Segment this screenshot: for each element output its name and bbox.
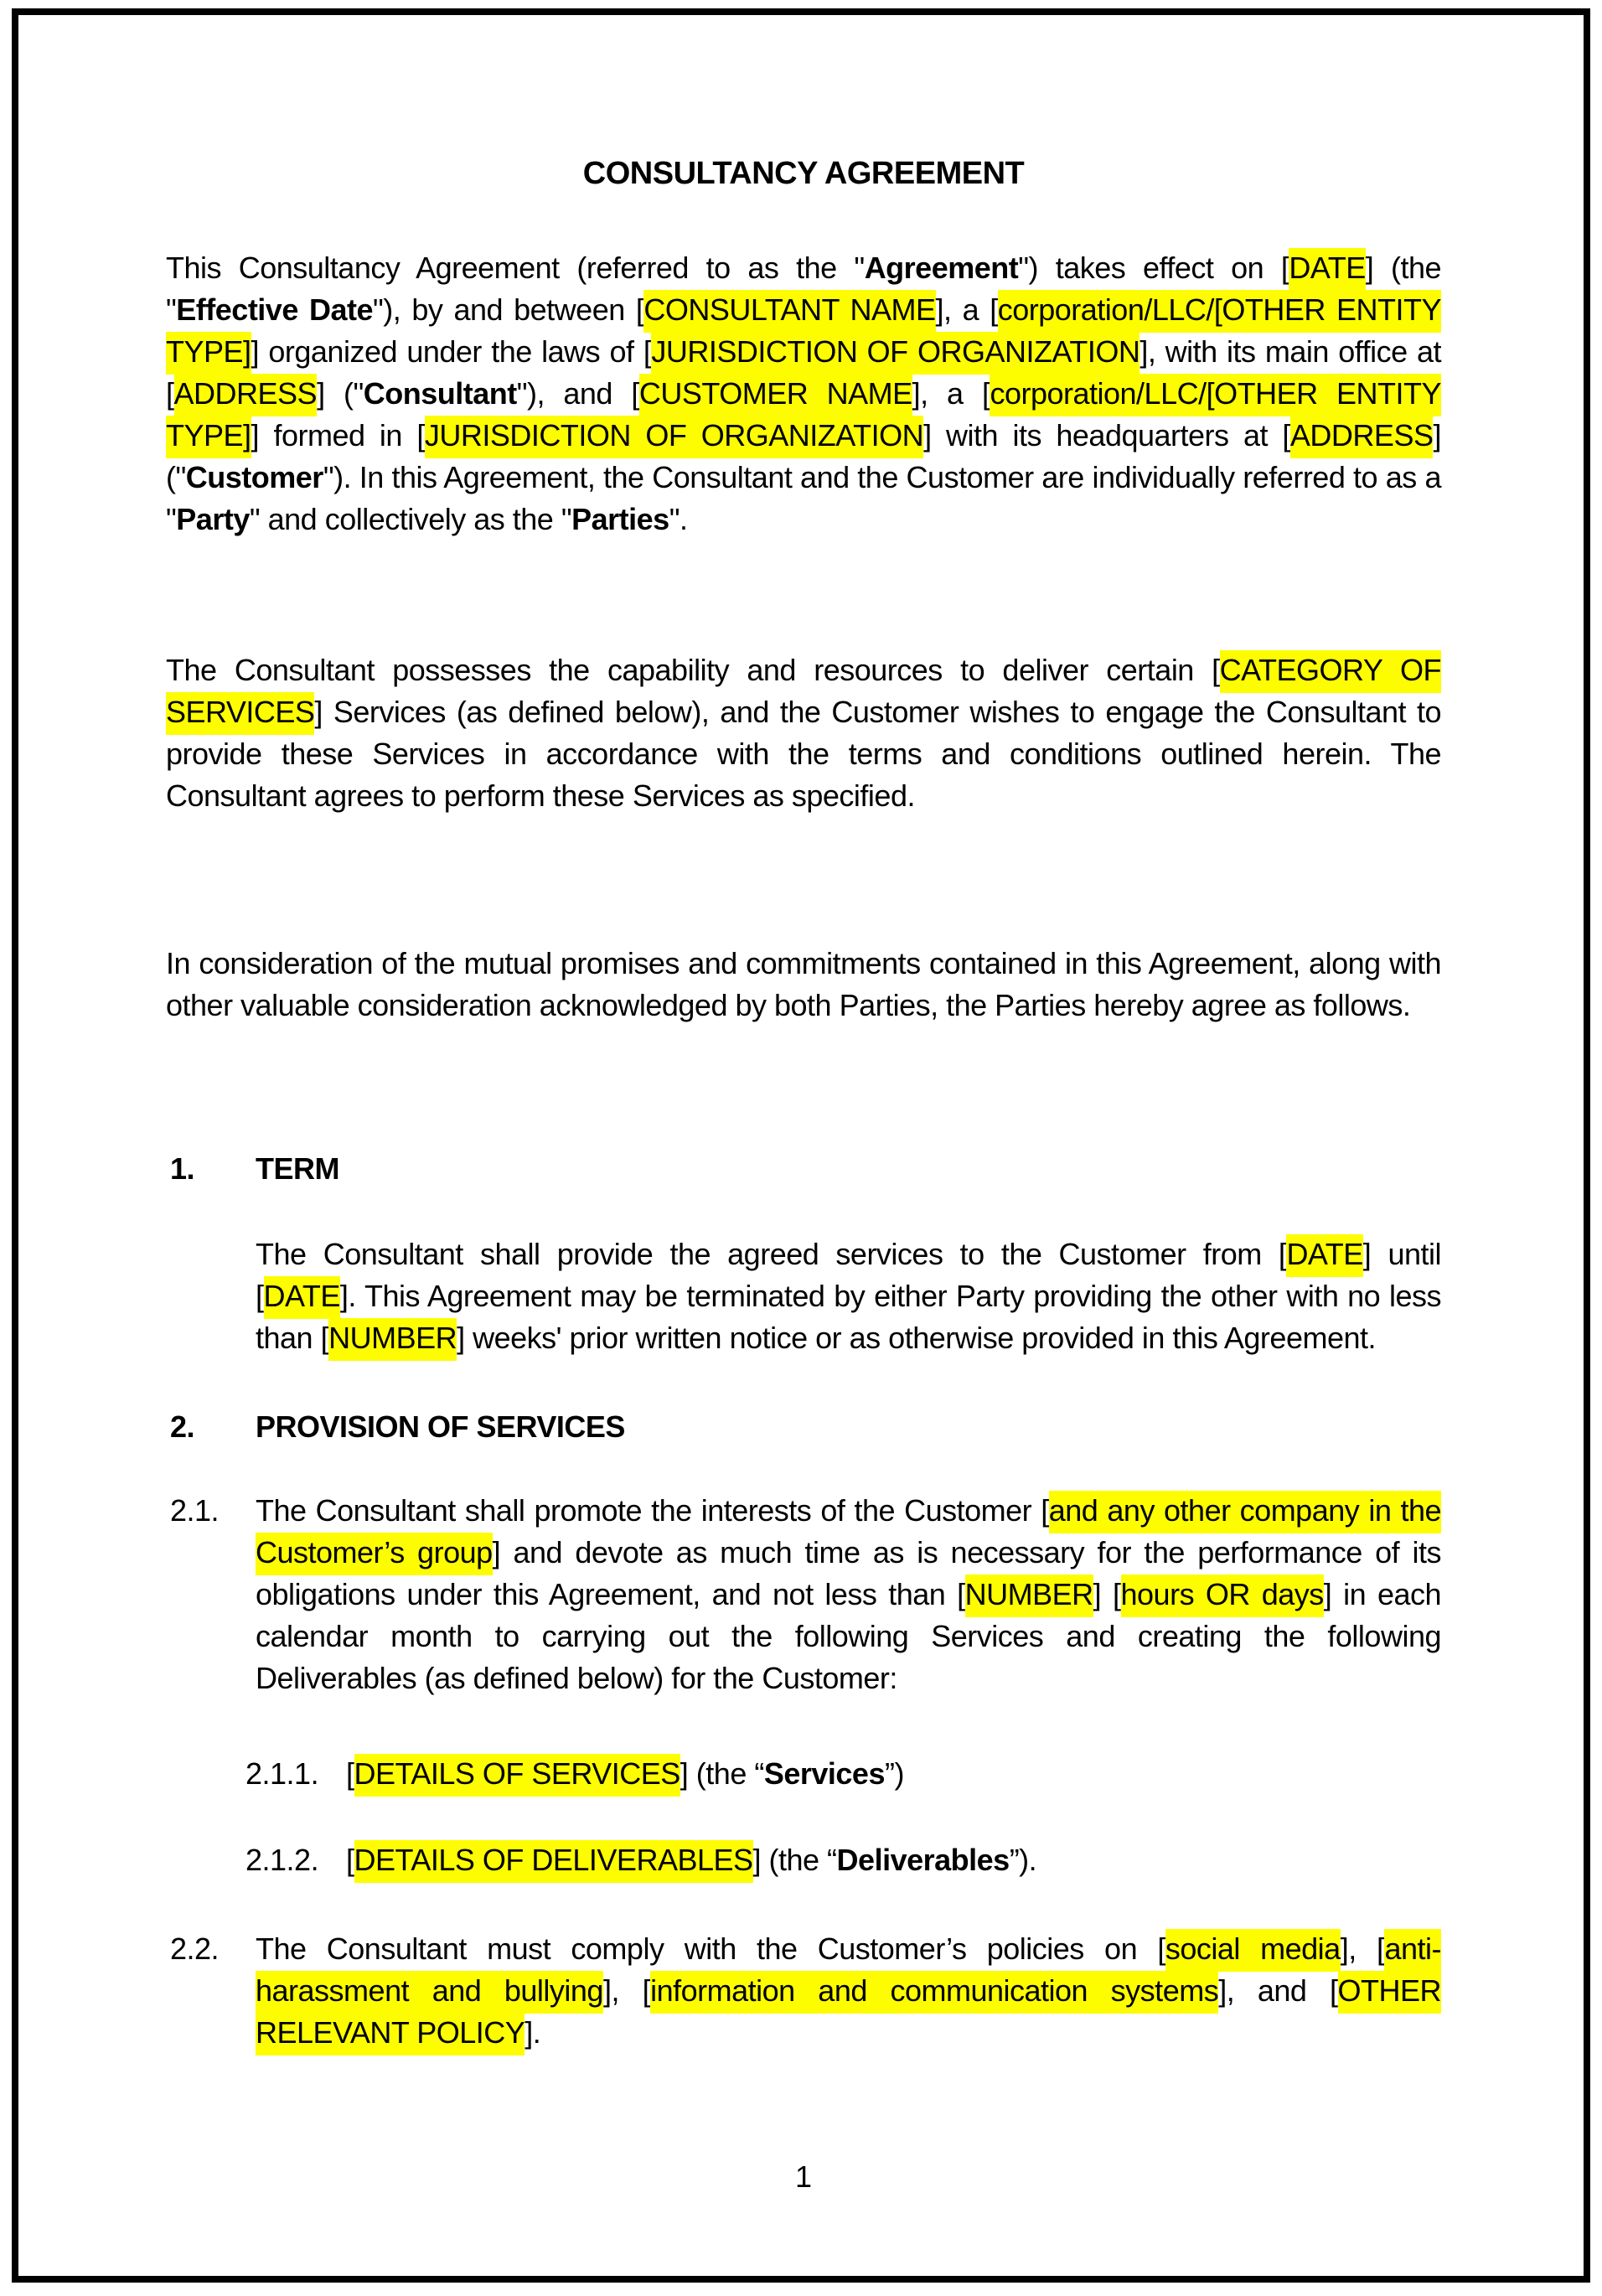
clause-2-2-text: The Consultant must comply with the Customer’s policies on [social media], [anti-harassment and bullying], [information and communication systems], and [OTHER RELEVANT POLICY]. <box>256 1928 1441 2054</box>
clause-2-1-1-number: 2.1.1. <box>245 1756 319 1791</box>
section-2-title: PROVISION OF SERVICES <box>256 1409 625 1444</box>
clause-2-1-1-text: [DETAILS OF SERVICES] (the “Services”) <box>346 1753 1441 1795</box>
section-1-number: 1. <box>170 1151 195 1186</box>
section-1-title: TERM <box>256 1151 339 1186</box>
clause-2-2 <box>166 1928 1441 2054</box>
section-2-heading <box>166 1406 1441 1448</box>
clause-2-1-2-number: 2.1.2. <box>245 1843 319 1877</box>
intro-paragraph: This Consultancy Agreement (referred to as the "Agreement") takes effect on [DATE] (the "Effective Date"), by and between [CONSULTANT NAME], a [corporation/LLC/[OTHER ENTITY TYPE]] organized under the laws of [JURISDICTION OF ORGANIZATION], with its main office at [ADDRESS] ("Consultant"), and [CUSTOMER NAME], a [corporation/LLC/[OTHER ENTITY TYPE]] formed in [JURISDICTION OF ORGANIZATION] with its headquarters at [ADDRESS] ("Customer"). In this Agreement, the Consultant and the Customer are individually referred to as a "Party" and collectively as the "Parties". <box>166 247 1441 540</box>
clause-2-1 <box>166 1490 1441 1699</box>
clause-2-1-1 <box>166 1753 1441 1795</box>
clause-2-2-number: 2.2. <box>170 1931 220 1966</box>
consideration-paragraph: In consideration of the mutual promises and commitments contained in this Agreement, along with other valuable consideration acknowledged by both Parties, the Parties hereby agree as follows. <box>166 946 1441 1022</box>
background-paragraph: The Consultant possesses the capability and resources to deliver certain [CATEGORY OF SERVICES] Services (as defined below), and the Customer wishes to engage the Consultant to provide these Services in accordance with the terms and conditions outlined herein. The Consultant agrees to perform these Services as specified. <box>166 649 1441 817</box>
page-number: 1 <box>794 2159 813 2194</box>
clause-2-1-2-text: [DETAILS OF DELIVERABLES] (the “Deliverables”). <box>346 1839 1441 1881</box>
document-title: CONSULTANCY AGREEMENT <box>582 156 1025 191</box>
section-1-heading <box>166 1148 1441 1190</box>
clause-2-1-number: 2.1. <box>170 1493 220 1528</box>
page-content <box>166 0 1441 2054</box>
section-1-body: The Consultant shall provide the agreed services to the Customer from [DATE] until [DATE]. This Agreement may be terminated by either Party providing the other with no less than [NUMBER] weeks' prior written notice or as otherwise provided in this Agreement. <box>256 1233 1441 1359</box>
clause-2-1-text: The Consultant shall promote the interests of the Customer [and any other company in the Customer’s group] and devote as much time as is necessary for the performance of its obligations under this Agreement, and not less than [NUMBER] [hours OR days] in each calendar month to carrying out the following Services and creating the following Deliverables (as defined below) for the Customer: <box>256 1490 1441 1699</box>
section-2-number: 2. <box>170 1409 195 1444</box>
clause-2-1-2 <box>166 1839 1441 1881</box>
